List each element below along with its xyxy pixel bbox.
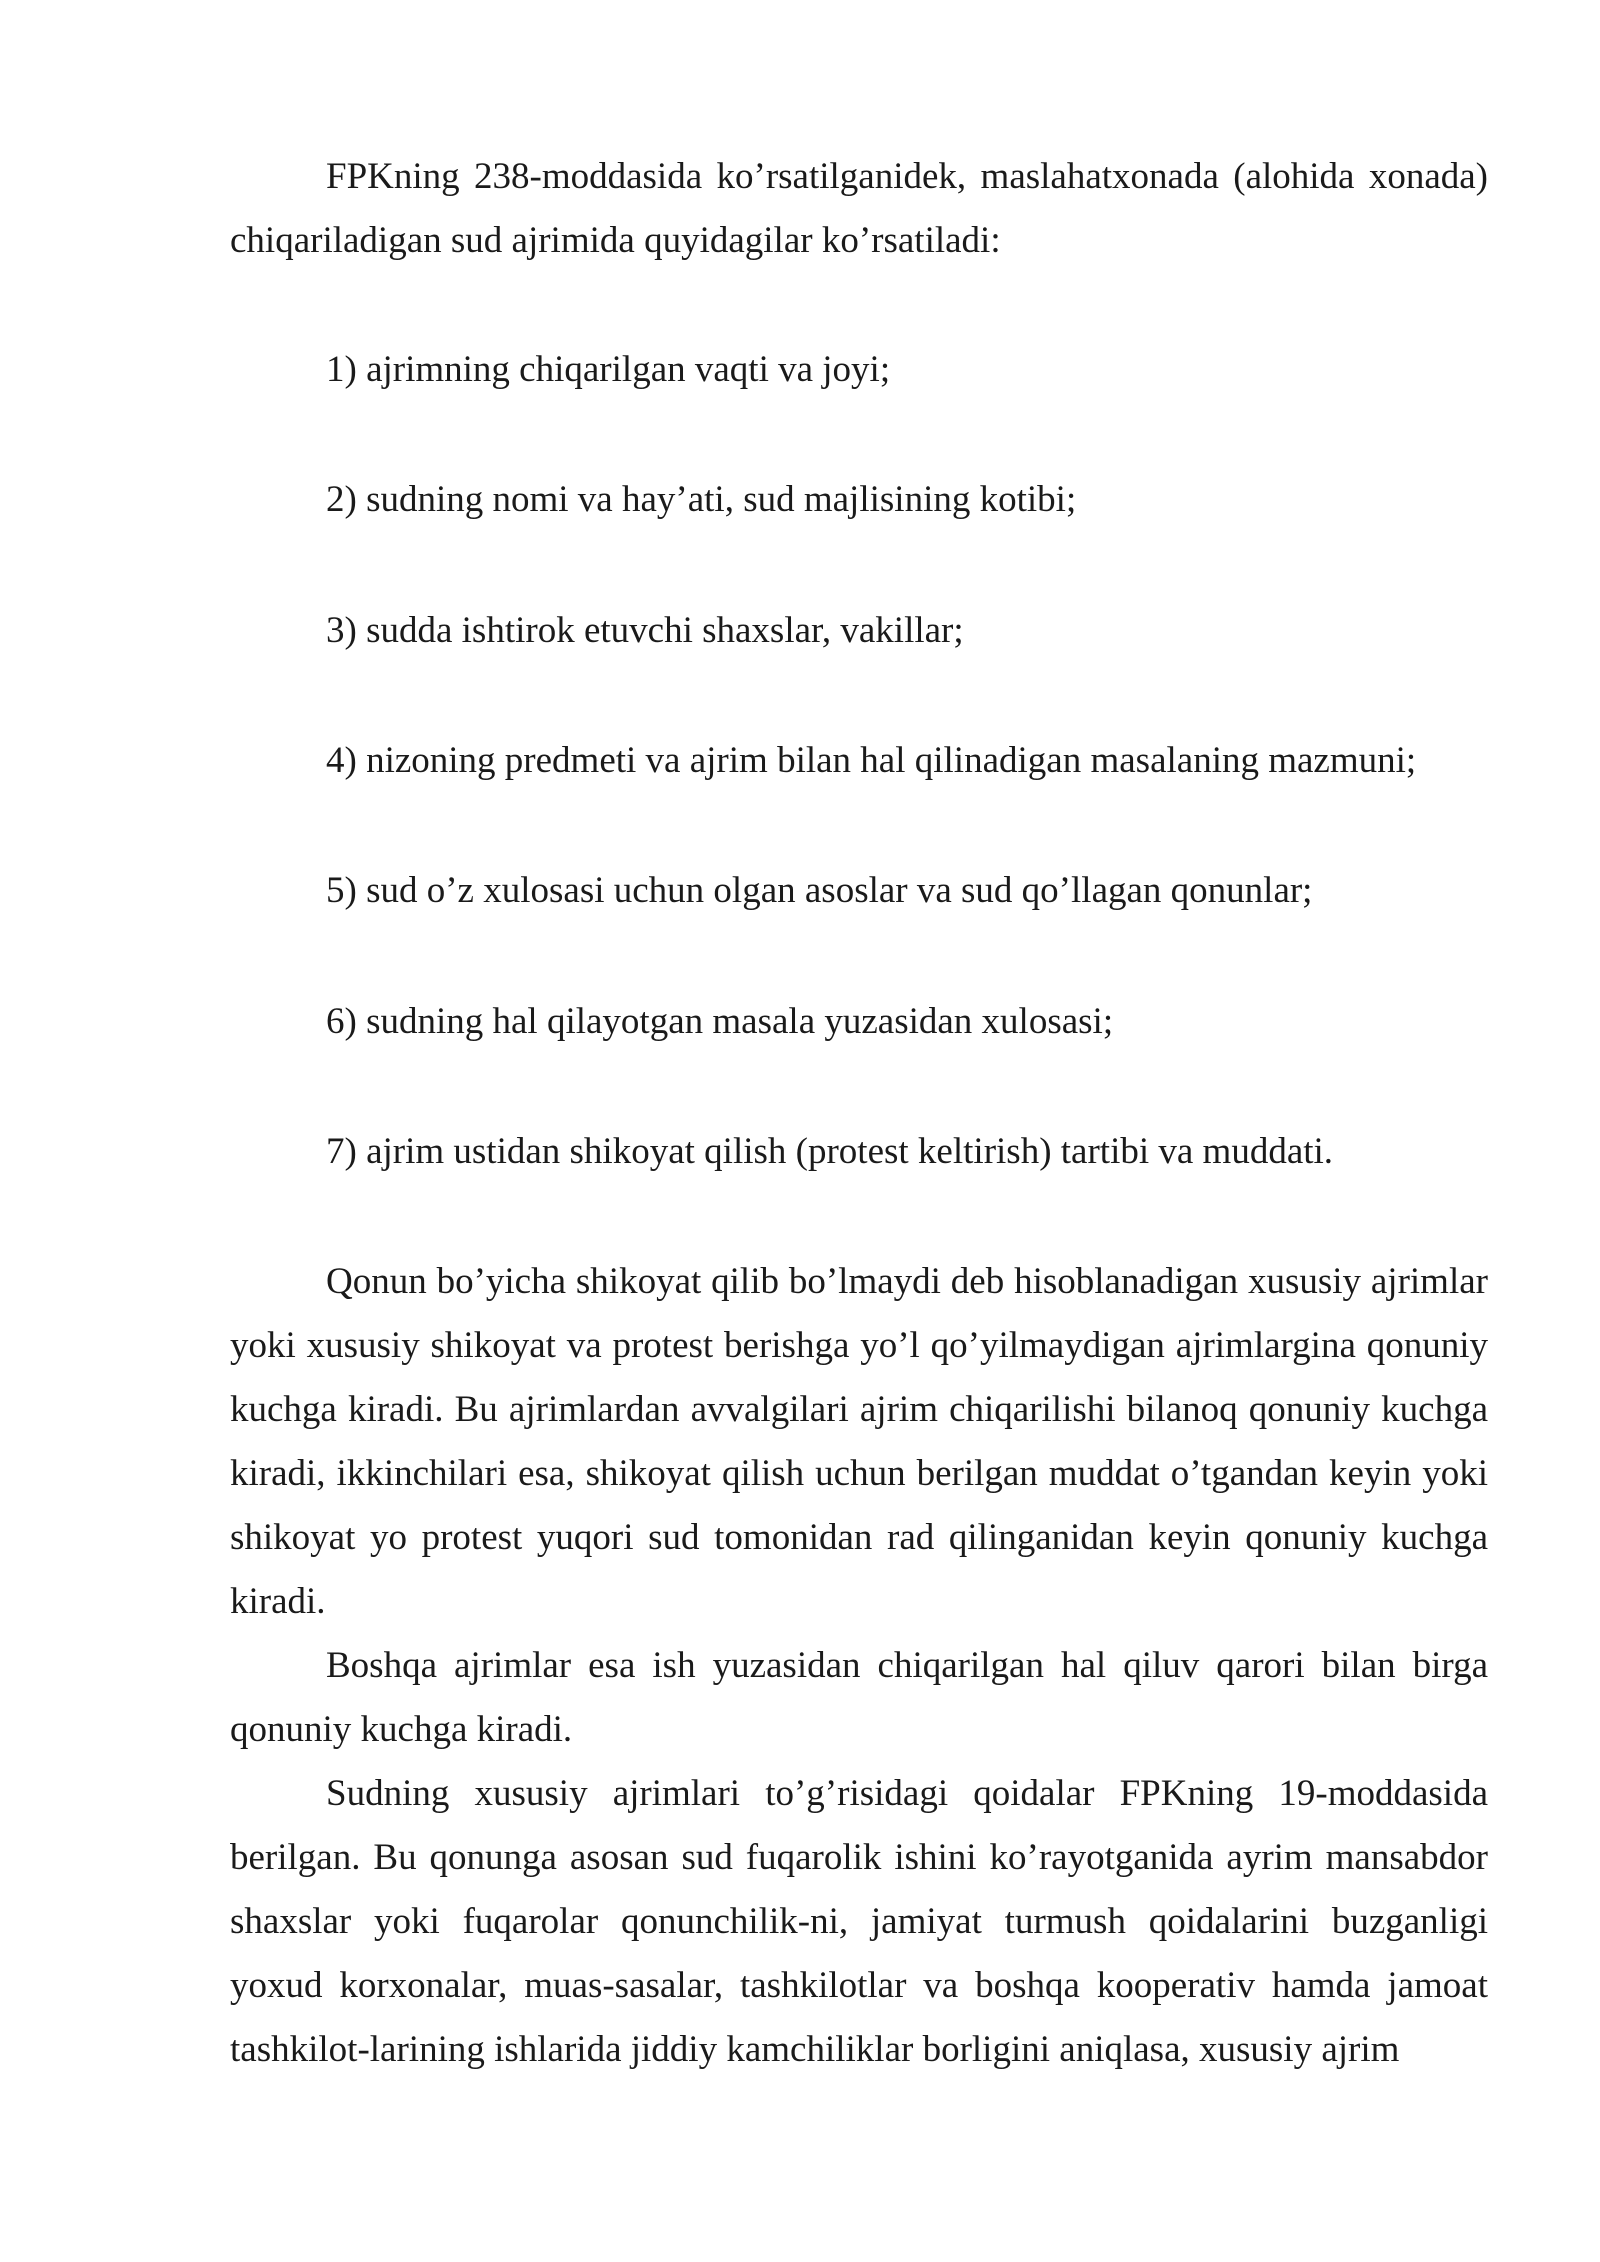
list-item-2: 2) sudning nomi va hay’ati, sud majlisining kotibi; bbox=[326, 479, 1077, 520]
list-item-3: 3) sudda ishtirok etuvchi shaxslar, vakillar; bbox=[326, 610, 964, 651]
list-item-1: 1) ajrimning chiqarilgan vaqti va joyi; bbox=[326, 349, 891, 390]
paragraph-other-rulings: Boshqa ajrimlar esa ish yuzasidan chiqarilgan hal qiluv qarori bilan birga qonuniy kuchga kiradi. bbox=[230, 1645, 1488, 1750]
list-item-6: 6) sudning hal qilayotgan masala yuzasidan xulosasi; bbox=[326, 1001, 1114, 1042]
list-item-7: 7) ajrim ustidan shikoyat qilish (protest keltirish) tartibi va muddati. bbox=[326, 1131, 1334, 1172]
paragraph-legal-force: Qonun bo’yicha shikoyat qilib bo’lmaydi deb hisoblanadigan xususiy ajrimlar yoki xususiy shikoyat va protest berishga yo’l qo’yilmaydigan ajrimlargina qonuniy kuchga kiradi. Bu ajrimlardan avvalgilari ajrim chiqarilishi bilanoq qonuniy kuchga kiradi, ikkinchilari esa, shikoyat qilish uchun berilgan muddat o’tgandan keyin yoki shikoyat yo protest yuqori sud tomonidan rad qilinganidan keyin qonuniy kuchga kiradi. bbox=[230, 1261, 1488, 1622]
paragraph-private-rulings: Sudning xususiy ajrimlari to’g’risidagi qoidalar FPKning 19-moddasida berilgan. Bu qonunga asosan sud fuqarolik ishini ko’rayotganida ayrim mansabdor shaxslar yoki fuqarolar qonunchilik-ni, jamiyat turmush qoidalarini buzganligi yoxud korxonalar, muas-sasalar, tashkilotlar va boshqa kooperativ hamda jamoat tashkilot-larining ishlarida jiddiy kamchiliklar borligini aniqlasa, xususiy ajrim bbox=[230, 1773, 1488, 2070]
body-block bbox=[230, 1250, 1488, 2082]
intro-paragraph: FPKning 238-moddasida ko’rsatilganidek, maslahatxonada (alohida xonada) chiqariladigan sud ajrimida quyidagilar ko’rsatiladi: bbox=[230, 156, 1488, 261]
list-item-5: 5) sud o’z xulosasi uchun olgan asoslar va sud qo’llagan qonunlar; bbox=[326, 870, 1313, 911]
list-item-4: 4) nizoning predmeti va ajrim bilan hal qilinadigan masalaning mazmuni; bbox=[326, 740, 1417, 781]
intro-block bbox=[230, 145, 1488, 273]
